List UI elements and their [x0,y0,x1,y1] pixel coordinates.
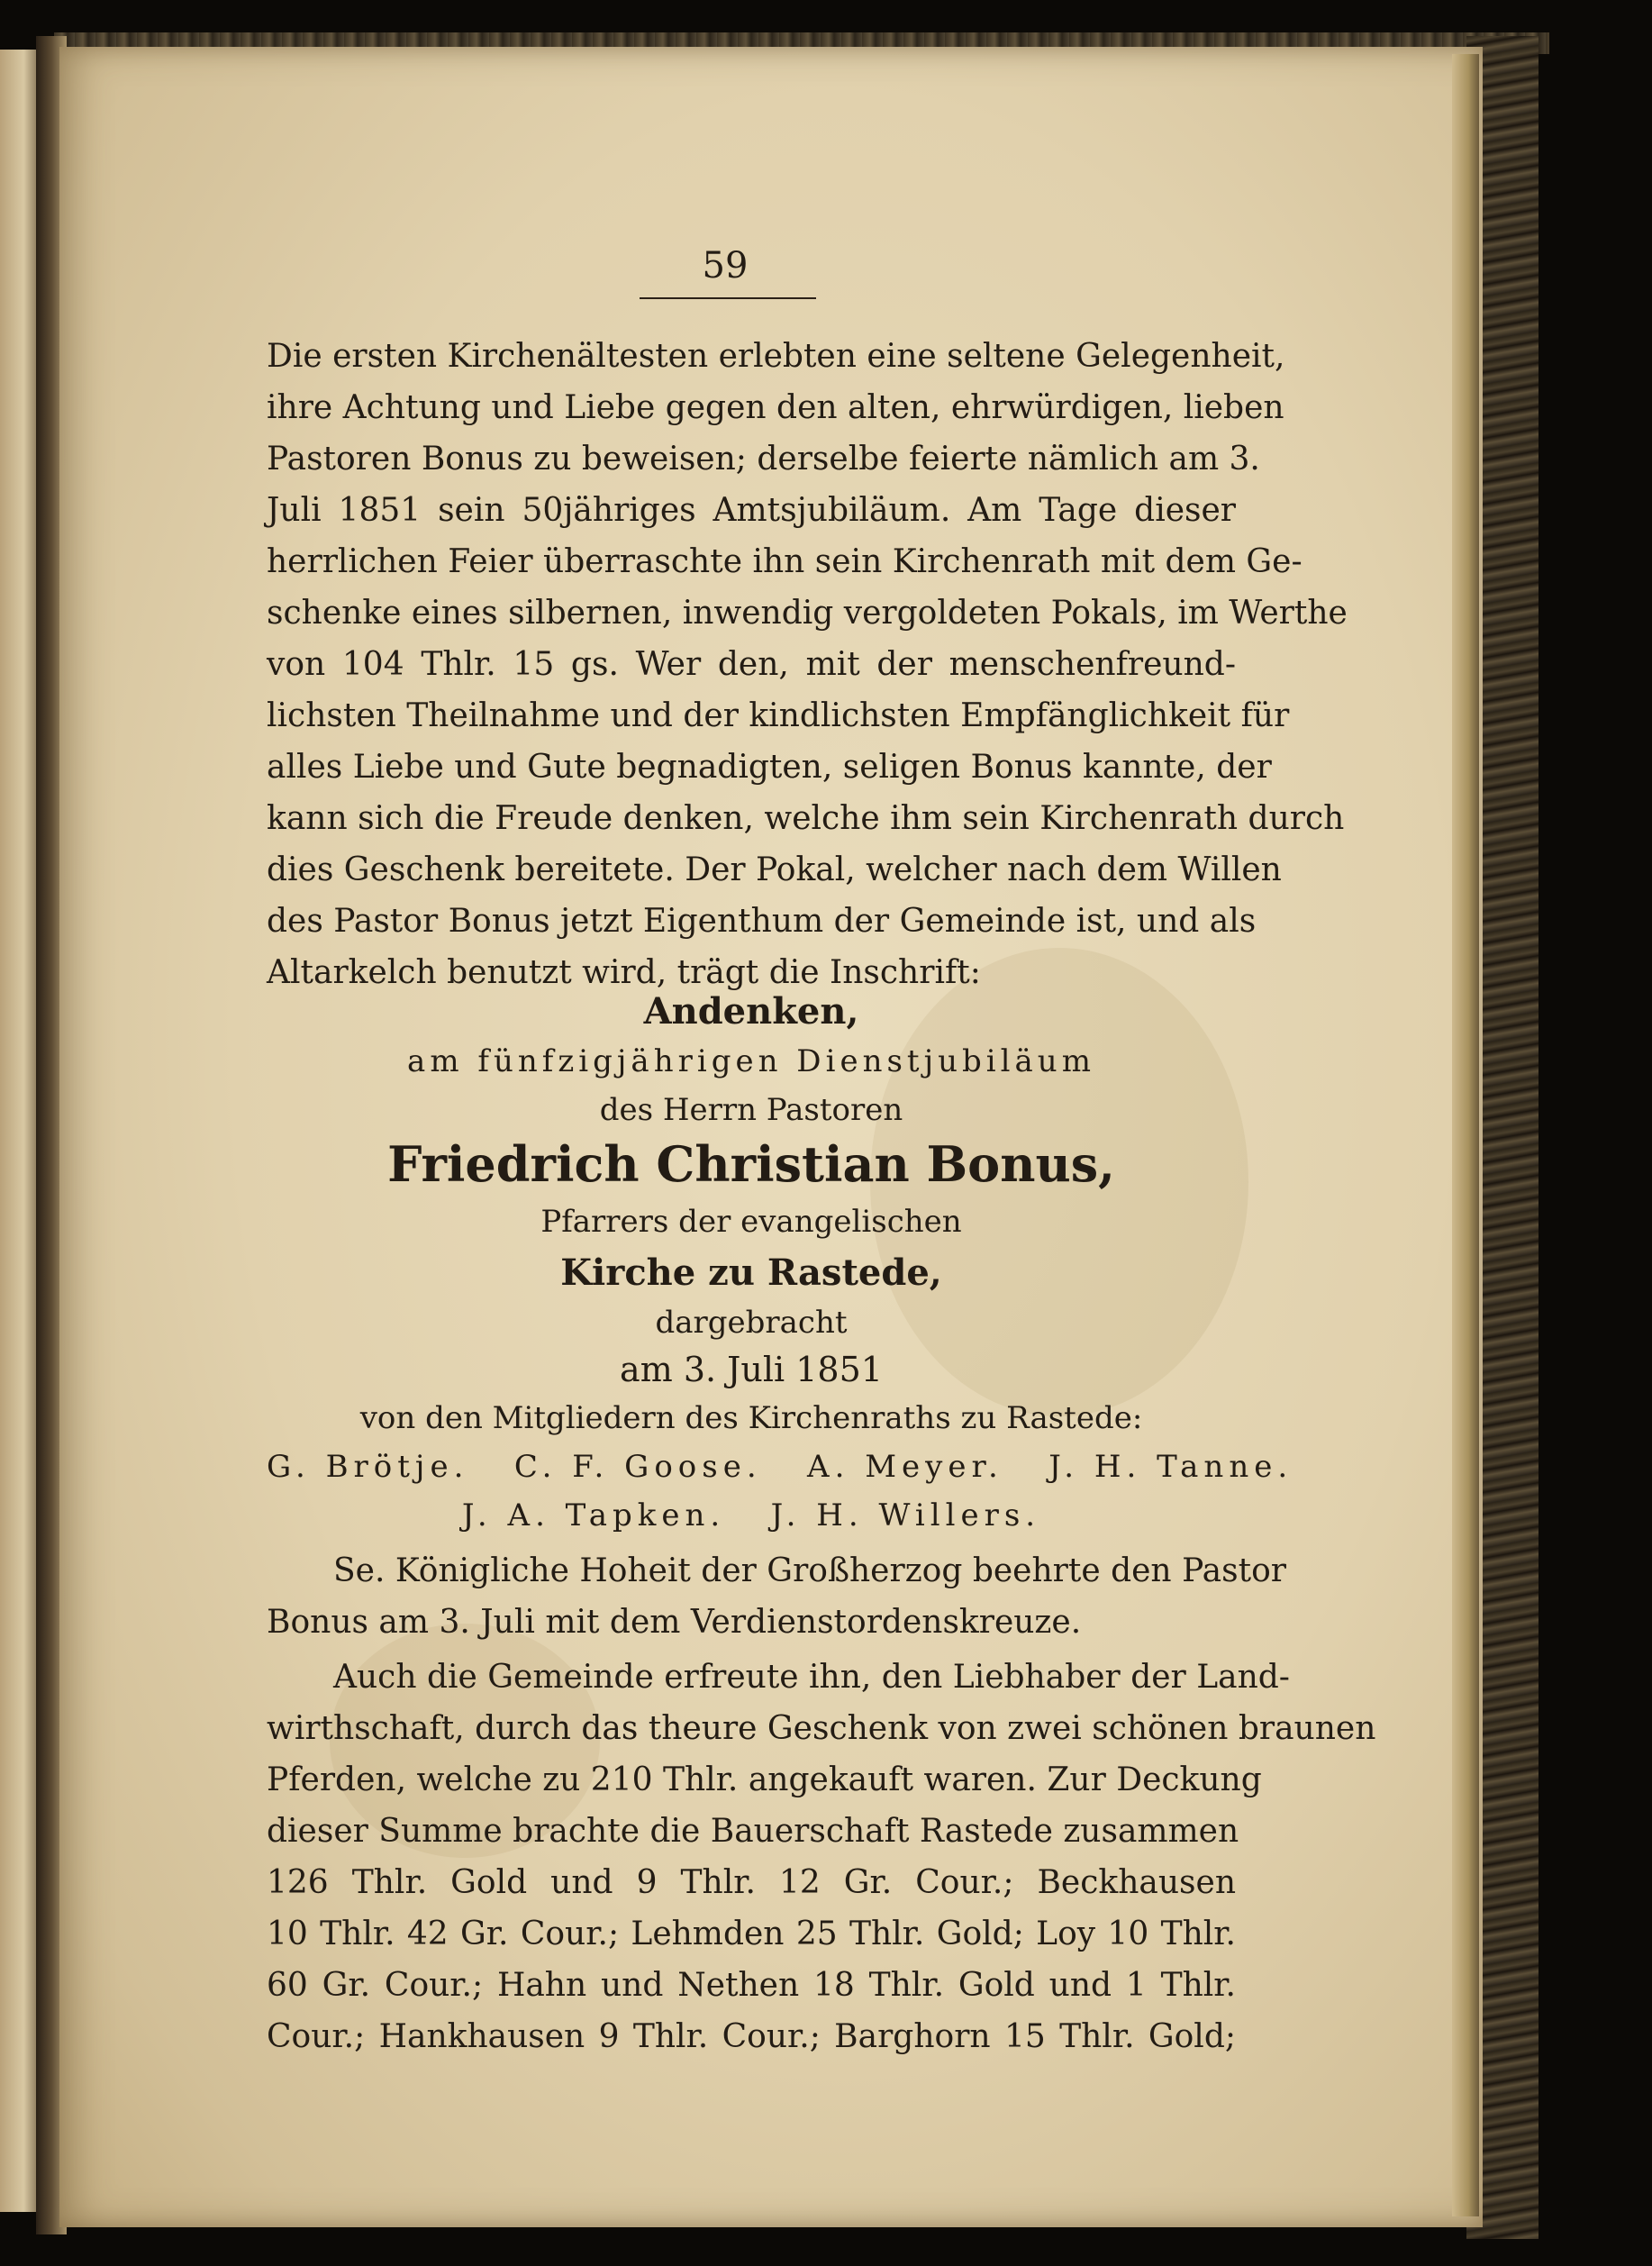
inscription-line: des Herrn Pastoren [599,1092,903,1128]
page-number-rule [640,297,816,299]
text-line: Cour.; Hankhausen 9 Thlr. Cour.; Barghorn 15 Thlr. Gold; [267,2018,1236,2055]
inscription-line: von den Mitgliedern des Kirchenraths zu Rastede: [359,1400,1143,1436]
text-line: von 104 Thlr. 15 gs. Wer den, mit der menschenfreund- [267,646,1236,683]
inscription-heading: Andenken, [643,990,859,1033]
text-line: Juli 1851 sein 50jähriges Amtsjubiläum. Am Tage dieser [267,492,1236,529]
inscription-line: Pfarrers der evangelischen [540,1204,962,1240]
text-line: dies Geschenk bereitete. Der Pokal, welcher nach dem Willen [267,851,1282,888]
text-line: 60 Gr. Cour.; Hahn und Nethen 18 Thlr. Gold und 1 Thlr. [267,1967,1236,2004]
text-line: Se. Königliche Hoheit der Großherzog beehrte den Pastor [333,1552,1286,1589]
text-line: alles Liebe und Gute begnadigten, seligen Bonus kannte, der [267,749,1272,786]
text-line: Auch die Gemeinde erfreute ihn, den Liebhaber der Land- [333,1659,1290,1696]
inscription-name: Friedrich Christian Bonus, [387,1135,1115,1193]
text-line: dieser Summe brachte die Bauerschaft Rastede zusammen [267,1813,1239,1850]
text-line: schenke eines silbernen, inwendig vergoldeten Pokals, im Werthe [267,595,1348,632]
text-line: lichsten Theilnahme und der kindlichsten Empfänglichkeit für [267,697,1290,734]
text-line: 10 Thlr. 42 Gr. Cour.; Lehmden 25 Thlr. Gold; Loy 10 Thlr. [267,1916,1236,1952]
page-number: 59 [702,245,749,287]
text-line: ihre Achtung und Liebe gegen den alten, ehrwürdigen, lieben [267,389,1284,426]
text-line: 126 Thlr. Gold und 9 Thlr. 12 Gr. Cour.; Beckhausen [267,1864,1236,1901]
inscription-line: dargebracht [655,1305,848,1341]
text-line: wirthschaft, durch das theure Geschenk von zwei schönen braunen [267,1710,1376,1747]
inscription-church: Kirche zu Rastede, [560,1251,942,1294]
text-line: Bonus am 3. Juli mit dem Verdienstordenskreuze. [267,1604,1082,1641]
text-line: kann sich die Freude denken, welche ihm sein Kirchenrath durch [267,800,1345,837]
text-line: Altarkelch benutzt wird, trägt die Inschrift: [267,954,981,991]
text-line: des Pastor Bonus jetzt Eigenthum der Gemeinde ist, und als [267,903,1257,940]
inscription-line: am fünfzigjährigen Dienstjubiläum [407,1043,1095,1079]
inscription-date: am 3. Juli 1851 [620,1350,883,1389]
text-line: herrlichen Feier überraschte ihn sein Kirchenrath mit dem Ge- [267,543,1303,580]
inscription-signers: J. A. Tapken. J. H. Willers. [461,1497,1041,1533]
page-fore-edge [1452,54,1479,2216]
text-line: Die ersten Kirchenältesten erlebten eine seltene Gelegenheit, [267,338,1285,375]
text-line: Pastoren Bonus zu beweisen; derselbe feierte nämlich am 3. [267,441,1260,478]
inscription-signers: G. Brötje. C. F. Goose. A. Meyer. J. H. Tanne. [267,1449,1293,1485]
text-line: Pferden, welche zu 210 Thlr. angekauft waren. Zur Deckung [267,1761,1262,1798]
